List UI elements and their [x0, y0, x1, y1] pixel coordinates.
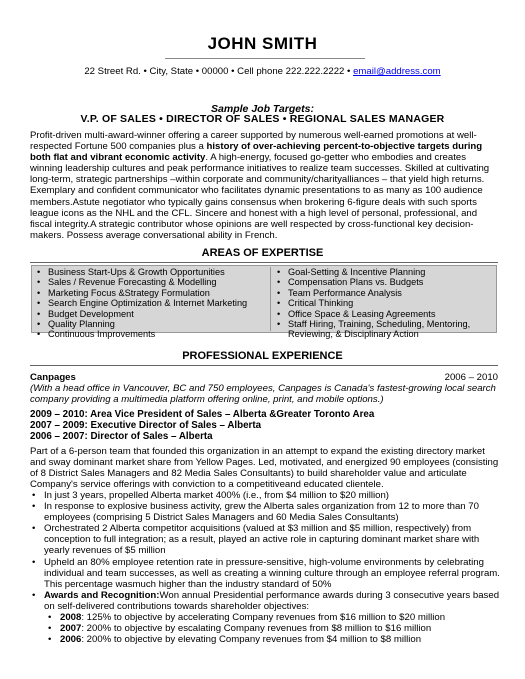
bullet-icon: • — [32, 556, 36, 568]
role-item: 2009 – 2010: Area Vice President of Sales – Alberta &Greater Toronto Area — [30, 409, 375, 420]
expertise-rule — [30, 262, 498, 263]
expertise-item: • Goal-Setting & Incentive Planning — [277, 267, 426, 277]
experience-rule — [30, 365, 498, 366]
bullet-icon: • — [277, 308, 281, 319]
email-link[interactable]: email@address.com — [353, 66, 441, 77]
job-targets: V.P. OF SALES • DIRECTOR OF SALES • REGIONAL SALES MANAGER — [80, 113, 445, 125]
contact-line — [0, 66, 525, 77]
expertise-heading: AREAS OF EXPERTISE — [201, 247, 324, 259]
summary-text-1: Profit-driven multi-award-winner offering a career supported by numerous well-earned promotions at well-respected Fortune 500 companies plus a — [30, 130, 477, 153]
summary-text-2: . A high-energy, focused go-getter who embodies and creates winning leadership cultures and peak performance initiatives to realize team successes. Skilled at cultivating long-term, strategic partnerships –within corporate and community/charityalliances – that yield high returns. Exemplary and confident communicator who facilitates dynamic presentations to as many as 100 audience members.Astute negotiator who typically gains consensus when brokering 6-figure deals with such sports league icons as the NHL and the CFL. Sincere and honest with a high level of personal, professional, and fiscal integrity.A strategic contributor whose opinions are well respected by cross-functional key decision-makers. Possess average conversational ability in French. — [30, 152, 490, 241]
bullet-icon: • — [37, 298, 41, 309]
bullet-icon: • — [277, 277, 281, 288]
role-list — [30, 410, 374, 442]
expertise-item: • Quality Planning — [37, 319, 115, 330]
expertise-item: • Office Space & Leasing Agreements — [277, 308, 436, 319]
achievement-item: • Orchestrated 2 Alberta competitor acquisitions (valued at $3 million and $5 million, respectively) from conception to full integration; as a result, played an active role in capturing dominant market share with yearly revenues of $5 million — [32, 523, 480, 557]
bullet-icon: • — [32, 523, 36, 535]
achievement-item: • In just 3 years, propelled Alberta market 400% (i.e., from $4 million to $20 million) — [32, 490, 389, 501]
expertise-box — [31, 265, 497, 340]
awards-label: Awards and Recognition: — [44, 589, 160, 601]
bullet-icon: • — [277, 319, 281, 330]
job-targets-label: Sample Job Targets: — [211, 103, 314, 115]
awards-text: Won annual Presidential performance awards during 3 consecutive years based on self-delivered contributions towards shareholder objectives: — [44, 589, 500, 612]
expertise-item: • Compensation Plans vs. Budgets — [277, 277, 424, 288]
experience-heading: PROFESSIONAL EXPERIENCE — [182, 350, 343, 362]
role-item: 2007 – 2009: Executive Director of Sales – Alberta — [30, 419, 262, 431]
candidate-name: JOHN SMITH — [207, 34, 318, 53]
contact-address: 22 Street Rd. • City, State • 00000 • Cell phone 222.222.2222 • — [84, 66, 354, 77]
role-summary: Part of a 6-person team that founded this organization in an attempt to expand the existing directory market and sway dominant market share from Yellow Pages. Led, motivated, and energized 90 employees (consisting of 8 District Sales Managers and 82 Media Sales Consultants) to build shareholder value and articulate Company's service offerings with conviction to a competitiveand educated clientele. — [30, 446, 499, 491]
bullet-icon: • — [277, 267, 281, 277]
expertise-item: • Critical Thinking — [277, 298, 354, 309]
expertise-item: • Team Performance Analysis — [277, 287, 402, 298]
bullet-icon: • — [277, 298, 281, 309]
achievement-list — [30, 490, 502, 645]
bullet-icon: • — [48, 634, 52, 646]
bullet-icon: • — [37, 287, 41, 298]
expertise-right-column — [274, 267, 494, 340]
employment-dates: 2006 – 2010 — [444, 372, 498, 383]
bullet-icon: • — [32, 490, 36, 501]
bullet-icon: • — [32, 501, 36, 513]
award-year-item: • 2007: 200% to objective by escalating Company revenues from $8 million to $16 million — [48, 623, 432, 635]
name-divider — [165, 58, 365, 59]
bullet-icon: • — [48, 623, 52, 635]
bullet-icon: • — [277, 287, 281, 298]
expertise-item: • Search Engine Optimization & Internet Marketing — [37, 298, 248, 309]
role-item: 2006 – 2007: Director of Sales – Alberta — [30, 430, 213, 442]
bullet-icon: • — [37, 308, 41, 319]
expertise-left-column — [34, 267, 271, 340]
bullet-icon: • — [37, 277, 41, 288]
achievement-item: • In response to explosive business activity, grew the Alberta sales organization from 12 to more than 70 employees (comprising 5 District Sales Managers and 60 Media Sales Consultants) — [32, 501, 479, 524]
bullet-icon: • — [37, 329, 41, 340]
awards-item — [30, 590, 502, 612]
bullet-icon: • — [48, 612, 52, 624]
bullet-icon: • — [37, 267, 41, 277]
bullet-icon: • — [37, 319, 41, 330]
company-name: Canpages — [30, 372, 76, 383]
company-description: (With a head office in Vancouver, BC and 750 employees, Canpages is Canada's fastest-growing local search company providing a multimedia platform offering online, print, and mobile options.) — [30, 383, 496, 405]
bullet-icon: • — [32, 589, 36, 601]
achievement-item: • Upheld an 80% employee retention rate in pressure-sensitive, high-volume environments by celebrating individual and team successes, as well as creating a winning culture through an employee referral program. This percentage wasmuch higher than the industry standard of 50% — [32, 556, 500, 590]
expertise-item: • Sales / Revenue Forecasting & Modelling — [37, 277, 217, 288]
summary-bold: history of over-achieving percent-to-objective targets during both flat and vibrant economic activity — [30, 141, 483, 164]
expertise-item: • Business Start-Ups & Growth Opportunities — [37, 267, 225, 277]
award-year-item: • 2008: 125% to objective by accelerating Company revenues from $16 million to $20 million — [48, 612, 446, 624]
award-year-item: • 2006: 200% to objective by elevating Company revenues from $4 million to $8 million — [48, 634, 422, 646]
expertise-item: • Budget Development — [37, 308, 134, 319]
expertise-item: • Staff Hiring, Training, Scheduling, Mentoring, Reviewing, & Disciplinary Action — [277, 319, 471, 340]
profile-summary — [30, 130, 500, 241]
expertise-item: • Marketing Focus &Strategy Formulation — [37, 287, 210, 298]
expertise-item: • Continuous Improvements — [37, 329, 156, 340]
